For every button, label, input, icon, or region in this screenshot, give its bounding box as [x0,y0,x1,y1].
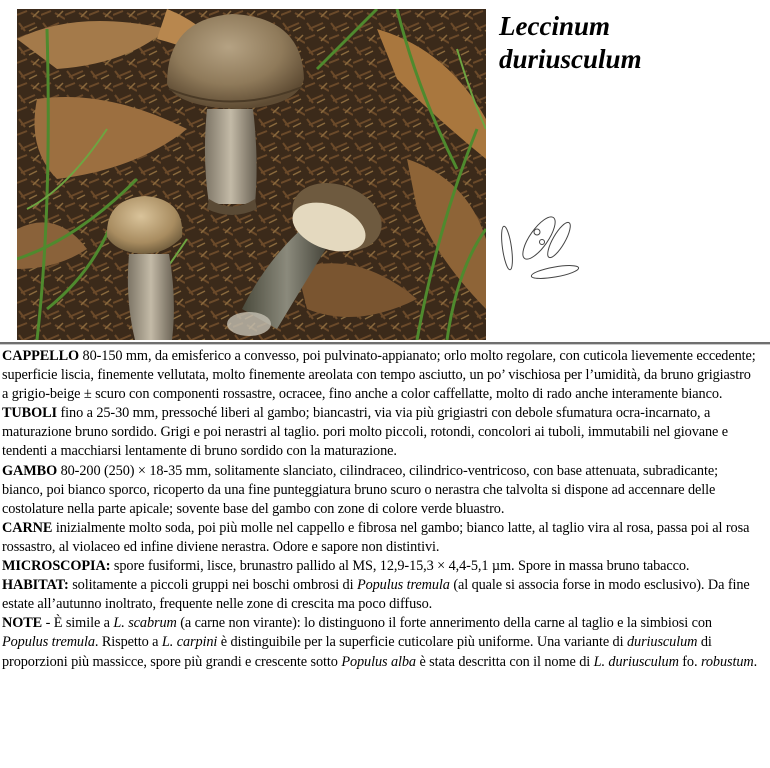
mushroom-photo [17,9,486,340]
species-name: Populus tremula [2,634,95,651]
section-text: spore fusiformi, lisce, brunastro pallido al MS, 12,9-15,3 × 4,4-5,1 µm. Spore in massa bruno tabacco. [110,558,690,575]
section-microscopia [2,557,760,576]
section-tuboli [2,404,760,461]
species-name: Populus tremula [356,577,450,594]
species-name: Populus alba [341,653,416,670]
section-text: fo. [678,653,701,670]
section-text: . [753,653,758,670]
spore-drawing [495,210,585,285]
section-text: di proporzioni più massicce, spore più grandi e crescente sotto [2,634,712,670]
section-text: (a carne non virante): lo distinguono il forte annerimento della carne al taglio e la simbiosi con [176,615,712,632]
section-label: TUBOLI [2,405,58,422]
section-habitat [2,576,760,614]
section-label: NOTE [2,615,43,632]
section-text: è stata descritta con il nome di [415,653,594,670]
species-name: L. duriusculum [593,653,679,670]
section-text: . Rispetto a [94,634,162,651]
species-title-epithet: duriusculum [499,44,642,74]
species-title-genus: Leccinum [499,11,610,41]
species-name: robustum [700,653,754,670]
section-text: (al quale si associa forse in modo esclusivo). Da fine estate all’autunno inoltrato, frequente nelle zone di crescita ma poco diffuso. [2,577,750,613]
section-text: fino a 25-30 mm, pressoché liberi al gambo; biancastri, via via più grigiastri con debole sfumatura ocra-incarnato, a maturazione bruno sordido. Grigi e poi nerastri al taglio. pori molto piccoli, rotondi, concolori ai tuboli, immutabili nel giovane e tendenti a macchiarsi lentamente di bruno sordido con la maturazione. [2,405,728,460]
section-text: 80-200 (250) × 18-35 mm, solitamente slanciato, cilindraceo, cilindrico-ventricoso, con base attenuata, subradicante; bianco, poi bianco sporco, ricoperto da una fine punteggiatura bruno scuro o nerastra che talvolta si dispone ad accennare delle costolature nella parte apicale; sovente base del gambo con zone di colore verde bluastro. [2,462,718,517]
section-gambo [2,462,760,519]
section-label: MICROSCOPIA: [2,558,111,575]
section-label: CARNE [2,519,53,536]
species-name: L. scabrum [113,615,177,632]
section-text: 80-150 mm, da emisferico a convesso, poi pulvinato-appianato; orlo molto regolare, con cuticola lievemente eccedente; superficie liscia, finemente vellutata, molto finemente areolata con tempo asciutto, un po’ vischiosa per l’umidità, da bruno grigiastro a grigio-beige ± scuro con componenti rossastre, ocracee, fino anche a color caffellatte, molto di rado anche interamente bianco. [2,348,756,403]
species-title [499,10,759,76]
species-name: L. carpini [161,634,218,651]
section-note [2,614,760,671]
section-label: GAMBO [2,462,58,479]
section-label: HABITAT: [2,577,69,594]
description [2,347,760,672]
species-name: duriusculum [626,634,698,651]
section-text: solitamente a piccoli gruppi nei boschi ombrosi di [68,577,357,594]
section-cappello [2,347,760,404]
section-carne [2,519,760,557]
section-text: - È simile a [42,615,114,632]
section-text: è distinguibile per la superficie cuticolare più uniforme. Una variante di [217,634,627,651]
section-label: CAPPELLO [2,348,80,364]
section-text: inizialmente molto soda, poi più molle nel cappello e fibrosa nel gambo; bianco latte, al taglio vira al rosa, passa poi al rosa rossastro, al violaceo ed infine diviene nerastra. Odore e sapore non distintivi. [2,519,750,555]
section-divider [0,342,770,345]
